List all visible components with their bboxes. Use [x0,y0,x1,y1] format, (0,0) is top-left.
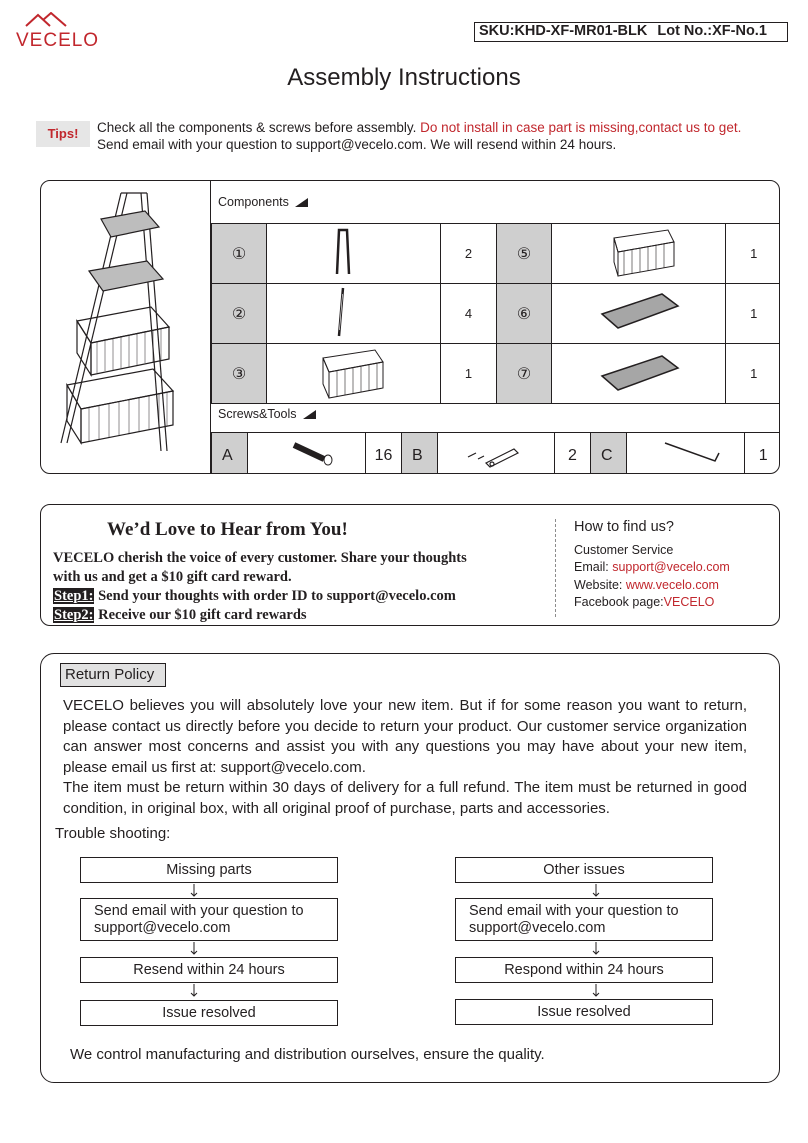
part-u-frame-image [267,224,441,284]
feedback-line-1: VECELO cherish the voice of every customer. Share your thoughts [53,550,467,566]
quality-note: We control manufacturing and distribution ourselves, ensure the quality. [70,1046,545,1063]
shelf-illustration [41,181,211,473]
screw-letter: C [591,433,627,475]
feedback-panel [40,504,780,626]
return-policy-heading: Return Policy [60,663,166,687]
return-policy-paragraph: VECELO believes you will absolutely love your new item. But if for some reason you want to return, please contact us directly before you decide to return your product. Our customer service organization can answer most concerns and assist you with any questions you may have about your new item, please email us first at: support@vecelo.com. [63,697,747,776]
table-row [212,344,781,404]
tips-line-2: Send email with your question to support@vecelo.com. We will resend within 24 hours. [97,137,617,152]
return-policy-paragraph: The item must be return within 30 days of delivery for a full refund. The item must be returned in good condition, in original box, with all original proof of purchase, parts and accessories. [63,779,747,817]
allen-key-image [627,433,745,475]
website-line: Website: www.vecelo.com [574,578,719,592]
screw-letter: A [212,433,248,475]
part-qty: 2 [441,224,497,284]
wrench-screw-image [438,433,555,475]
dashed-divider [555,519,556,617]
arrow-down-icon [189,984,199,997]
flow-box-resend: Resend within 24 hours [80,957,338,983]
feedback-text [53,549,543,625]
facebook-link[interactable]: VECELO [663,595,715,609]
part-number: ③ [212,344,267,404]
tips-text: Check all the components & screws before assembly. [97,120,417,135]
feedback-title: We’d Love to Hear from You! [107,519,348,540]
arrow-down-icon [189,942,199,955]
triangle-icon [295,198,308,207]
part-qty: 1 [726,284,781,344]
flow-box-send-email: Send email with your question to support@vecelo.com [80,898,338,941]
tips-line-1 [97,120,741,135]
screws-table [211,432,780,474]
part-mesh-shelf-image [552,344,726,404]
step-2-label: Step2: [54,607,94,623]
find-us-title: How to find us? [574,519,674,535]
screw-qty: 1 [745,433,781,475]
arrow-down-icon [591,984,601,997]
components-heading: Components [218,195,308,209]
page-title: Assembly Instructions [287,64,521,91]
flow-box-issue-resolved: Issue resolved [80,1000,338,1026]
screws-heading: Screws&Tools [218,407,316,421]
table-row [212,433,781,475]
part-qty: 1 [726,344,781,404]
flow-box-other-issues: Other issues [455,857,713,883]
step-1-text: Send your thoughts with order ID to support@vecelo.com [94,588,456,604]
part-tube-image [267,284,441,344]
arrow-down-icon [189,884,199,897]
flow-box-issue-resolved: Issue resolved [455,999,713,1025]
sku-text: SKU:KHD-XF-MR01-BLK [479,23,648,39]
trouble-shooting-label: Trouble shooting: [55,825,171,842]
triangle-icon [303,410,316,419]
part-number: ⑦ [497,344,552,404]
sku-lot-box [474,22,788,42]
tips-warning: Do not install in case part is missing,contact us to get. [420,120,742,135]
step-2 [53,606,543,625]
part-number: ② [212,284,267,344]
part-large-basket-image [267,344,441,404]
customer-service-label: Customer Service [574,543,674,557]
table-row [212,224,781,284]
screw-letter: B [402,433,438,475]
tips-badge: Tips! [36,121,90,147]
step-2-text: Receive our $10 gift card rewards [94,607,307,623]
feedback-line-2: with us and get a $10 gift card reward. [53,569,292,585]
components-panel [40,180,780,474]
ladder-shelf-drawing [41,181,211,473]
part-mesh-shelf-image [552,284,726,344]
return-policy-panel [40,653,780,1083]
arrow-down-icon [591,942,601,955]
part-number: ⑤ [497,224,552,284]
email-line: Email: support@vecelo.com [574,560,730,574]
flow-box-send-email: Send email with your question to support@vecelo.com [455,898,713,941]
email-link[interactable]: support@vecelo.com [612,560,730,574]
lot-text: Lot No.:XF-No.1 [657,23,767,39]
website-link[interactable]: www.vecelo.com [625,578,719,592]
step-1-label: Step1: [54,588,94,604]
part-basket-image [552,224,726,284]
arrow-down-icon [591,884,601,897]
flow-box-respond: Respond within 24 hours [455,957,713,983]
step-1 [53,587,543,606]
vecelo-logo [16,12,120,50]
facebook-line: Facebook page:VECELO [574,595,715,609]
components-table [211,223,780,404]
part-qty: 1 [441,344,497,404]
table-row [212,284,781,344]
screw-qty: 16 [366,433,402,475]
bolt-image [248,433,366,475]
part-number: ⑥ [497,284,552,344]
part-qty: 4 [441,284,497,344]
screw-qty: 2 [555,433,591,475]
return-policy-body [63,696,747,819]
part-number: ① [212,224,267,284]
flow-box-missing-parts: Missing parts [80,857,338,883]
part-qty: 1 [726,224,781,284]
logo-wordmark: VECELO [16,30,100,50]
